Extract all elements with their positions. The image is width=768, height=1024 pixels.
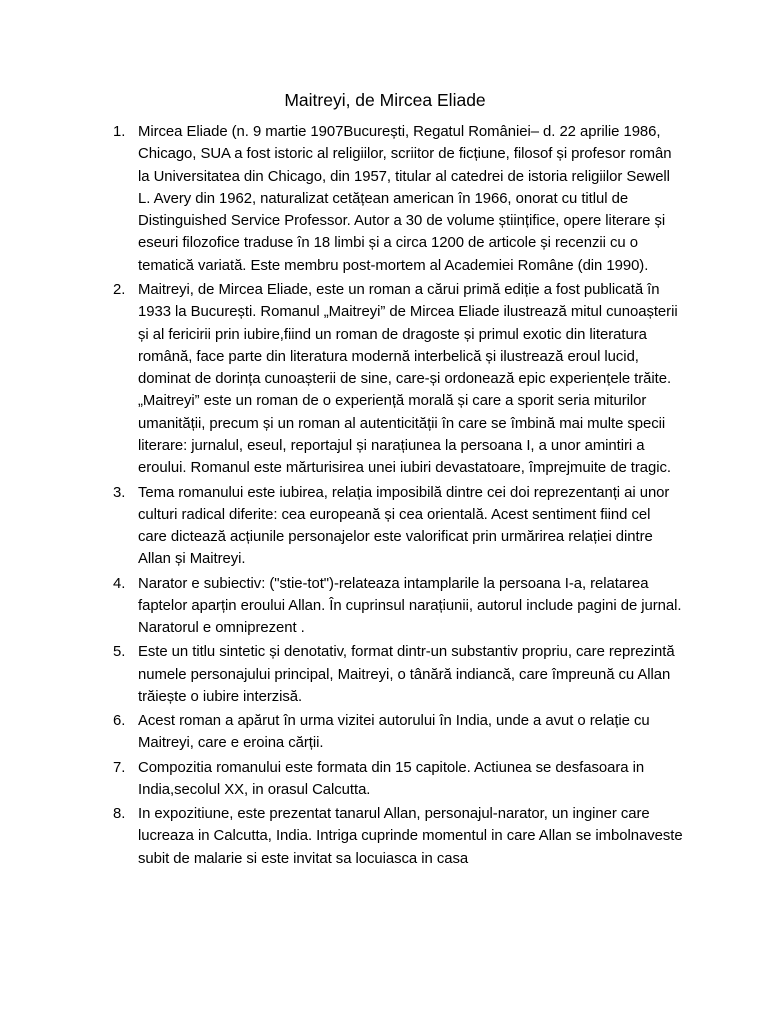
list-item-number: 2.	[113, 281, 126, 298]
list-item-text: Compozitia romanului este formata din 15 capitole. Actiunea se desfasoara in India,secolul XX, in orasul Calcutta.	[138, 759, 645, 798]
numbered-list	[113, 121, 683, 872]
list-item-text: Maitreyi, de Mircea Eliade, este un roman a cărui primă ediție a fost publicată în 1933 la București. Romanul „Maitreyi” de Mircea Eliade ilustrează mitul cunoașterii și al fericirii prin iubire,fiind un roman de dragoste și primul exotic din literatura română, face parte din literatura modernă interbelică și ilustrează eroul lucid, dominat de dorința cunoașterii de sine, care-și ordonează epic experiențele trăite. „Maitreyi” este un roman de o experiență morală și care a sporit seria miturilor umanității, precum și un roman al autenticității în care se îmbină mai multe specii literare: jurnalul, eseul, reportajul și narațiunea la persoana I, a unor amintiri a eroului. Romanul este mărturisirea unei iubiri devastatoare, împrejmuite de tragic.	[138, 281, 678, 477]
list-item	[113, 573, 683, 640]
list-item-text: Mircea Eliade (n. 9 martie 1907București, Regatul României– d. 22 aprilie 1986, Chicago, SUA a fost istoric al religiilor, scriitor de ficțiune, filosof și profesor român la Universitatea din Chicago, din 1957, titular al catedrei de istoria religiilor Sewell L. Avery din 1962, naturalizat cetățean american în 1966, onorat cu titlul de Distinguished Service Professor. Autor a 30 de volume științifice, opere literare și eseuri filozofice traduse în 18 limbi și a circa 1200 de articole și recenzii cu o tematică variată. Este membru post-mortem al Academiei Române (din 1990).	[138, 124, 672, 274]
list-item-number: 3.	[113, 484, 126, 501]
document-title: Maitreyi, de Mircea Eliade	[284, 90, 486, 110]
list-item-number: 7.	[113, 759, 126, 776]
list-item-number: 5.	[113, 644, 126, 661]
list-item	[113, 641, 683, 708]
list-item-number: 6.	[113, 713, 126, 730]
list-item-text: Narator e subiectiv: ("stie-tot")-relateaza intamplarile la persoana I-a, relatarea faptelor aparțin eroului Allan. În cuprinsul narațiunii, autorul include pagini de jurnal. Naratorul e omniprezent .	[138, 575, 682, 637]
list-item-text: Tema romanului este iubirea, relația imposibilă dintre cei doi reprezentanți ai unor culturi radical diferite: cea europeană și cea orientală. Acest sentiment fiind cel care dictează acțiunile personajelor este valorificat prin urmărirea relației dintre Allan și Maitreyi.	[138, 484, 670, 568]
list-item-text: Acest roman a apărut în urma vizitei autorului în India, unde a avut o relație cu Maitreyi, care e eroina cărții.	[138, 713, 650, 752]
list-item	[113, 279, 683, 480]
list-item-text: In expozitiune, este prezentat tanarul Allan, personajul-narator, un inginer care lucreaza in Calcutta, India. Intriga cuprinde momentul in care Allan se imbolnaveste subit de malarie si este invitat sa locuiasca in casa	[138, 806, 683, 867]
list-item	[113, 710, 683, 755]
list-item-number: 4.	[113, 575, 126, 592]
list-item-text: Este un titlu sintetic și denotativ, format dintr-un substantiv propriu, care reprezintă numele personajului principal, Maitreyi, o tânără indiancă, care împreună cu Allan trăiește o iubire interzisă.	[138, 644, 675, 705]
list-item-number: 1.	[113, 124, 126, 140]
list-item	[113, 757, 683, 802]
list-item-number: 8.	[113, 806, 126, 823]
list-item	[113, 482, 683, 571]
list-item	[113, 121, 683, 277]
list-item	[113, 803, 683, 870]
